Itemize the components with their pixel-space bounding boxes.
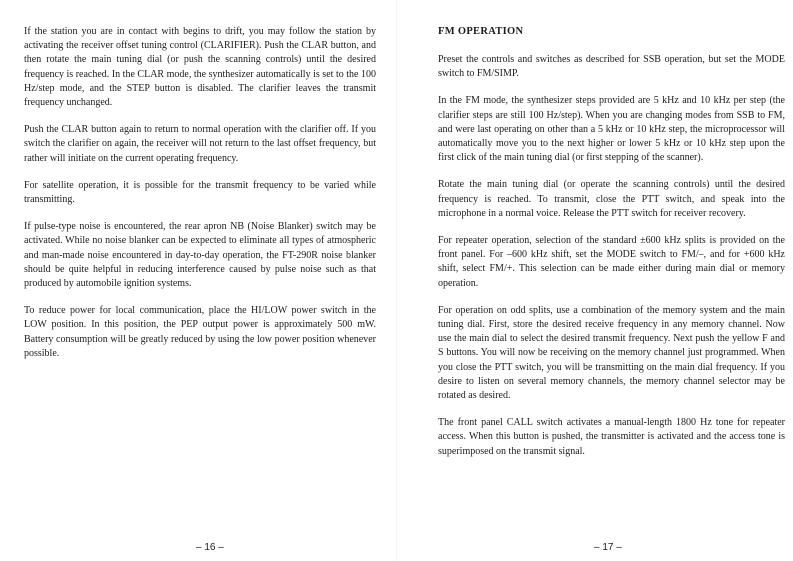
left-text-column <box>24 25 376 374</box>
paragraph-clarifier: If the station you are in contact with begins to drift, you may follow the station by activating the receiver offset tuning control (CLARIFIER). Push the CLAR button, and then rotate the main tuning dial (or push the scanning controls) until the desired frequency is reached. In the CLAR mode, the synthesizer automatically is set to the 100 Hz/step mode, and the STEP button is disabled. The clarifier leaves the transmit frequency unchanged. <box>24 26 376 109</box>
page-number-17: – 17 – <box>594 542 622 553</box>
page-number-16: – 16 – <box>196 542 224 553</box>
paragraph-low-power: To reduce power for local communication, place the HI/LOW power switch in the LOW position. In this position, the PEP output power is approximately 500 mW. Battery consumption will be greatly reduced by using the low power position whenever possible. <box>24 305 376 359</box>
page-16 <box>0 0 396 561</box>
paragraph-satellite: For satellite operation, it is possible for the transmit frequency to be varied while transmitting. <box>24 179 376 206</box>
paragraph-odd-splits: For operation on odd splits, use a combination of the memory system and the main tuning dial. First, store the desired receive frequency in any memory channel. Now use the main dial to select the desired transmit frequency. Next push the yellow F and S buttons. You will now be receiving on the memory channel just programmed. When you close the PTT switch, you will be transmitting on the main dial frequency. If you desire to listen on several memory channels, the memory channel selector may be rotated as desired. <box>438 304 785 402</box>
page-17 <box>396 0 793 561</box>
right-text-column <box>438 25 785 472</box>
paragraph-fm-steps: In the FM mode, the synthesizer steps provided are 5 kHz and 10 kHz per step (the clarifier steps are still 100 Hz/step). When you are changing modes from SSB to FM, and were last operating on other than a 5 kHz or 10 kHz step, the microprocessor will automatically move you to the next higher or lower 5 kHz or 10 kHz step upon the first click of the main tuning dial (or first stepping of the scanner). <box>438 95 785 164</box>
paragraph-transmit: Rotate the main tuning dial (or operate the scanning controls) until the desired frequency is reached. To transmit, close the PTT switch, and speak into the microphone in a normal voice. Release the PTT switch for receiver recovery. <box>438 179 785 219</box>
paragraph-call-tone: The front panel CALL switch activates a manual-length 1800 Hz tone for repeater access. When this button is pushed, the transmitter is activated and the access tone is superimposed on the transmit signal. <box>438 417 785 457</box>
paragraph-clarifier-off: Push the CLAR button again to return to normal operation with the clarifier off. If you switch the clarifier on again, the receiver will not return to the last offset frequency, but rather will initiate on the current operating frequency. <box>24 124 376 164</box>
paragraph-repeater: For repeater operation, selection of the standard ±600 kHz splits is provided on the front panel. For –600 kHz shift, set the MODE switch to FM/–, and for +600 kHz shift, select FM/+. This selection can be made either during main dial or memory operation. <box>438 235 785 289</box>
section-heading: FM OPERATION <box>438 26 524 37</box>
paragraph-fm-preset: Preset the controls and switches as described for SSB operation, but set the MODE switch to FM/SIMP. <box>438 54 785 80</box>
paragraph-noise-blanker: If pulse-type noise is encountered, the rear apron NB (Noise Blanker) switch may be activated. While no noise blanker can be expected to eliminate all types of atmospheric and man-made noise encountered in day-to-day operation, the FT-290R noise blanker should be quite helpful in reducing interference caused by pulse noise such as that produced by automobile ignition systems. <box>24 221 376 290</box>
